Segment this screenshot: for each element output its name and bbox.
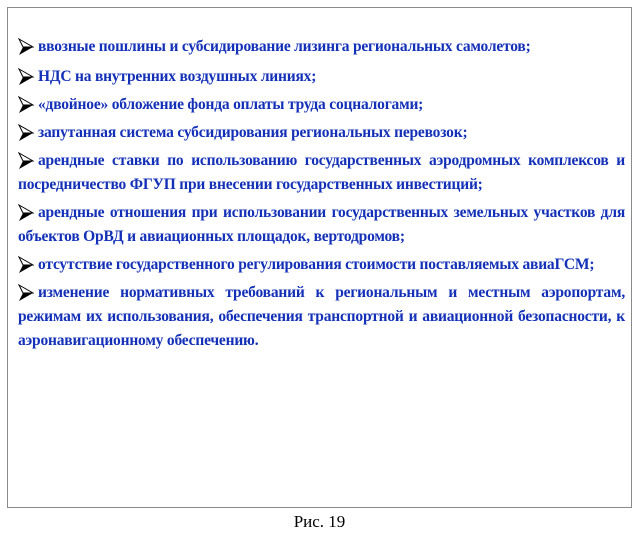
arrow-bullet-icon (18, 124, 34, 142)
arrow-bullet-icon (18, 152, 34, 170)
arrow-bullet-icon (18, 204, 34, 222)
list-item (18, 35, 625, 59)
list-item (18, 121, 625, 145)
list-item-text: отсутствие государственного регулирования стоимости поставляемых авиаГСМ; (38, 256, 595, 273)
list-item-text: изменение нормативных требований к региональным и местным аэропортам, режимам их использования, обеспечения транспортной и авиационной безопасности, к аэронавигационному обеспечению. (18, 284, 625, 349)
list-item (18, 281, 625, 353)
list-item-text: НДС на внутренних воздушных линиях; (38, 68, 317, 85)
arrow-bullet-icon (18, 38, 34, 56)
bullet-list (18, 35, 625, 357)
arrow-bullet-icon (18, 284, 34, 302)
arrow-bullet-icon (18, 68, 34, 86)
arrow-bullet-icon (18, 256, 34, 274)
list-item (18, 253, 625, 277)
figure-caption: Рис. 19 (293, 512, 346, 531)
list-item (18, 93, 625, 117)
list-item-text: запутанная система субсидирования региональных перевозок; (38, 124, 468, 141)
list-item (18, 65, 625, 89)
list-item-text: «двойное» обложение фонда оплаты труда соцналогами; (38, 96, 424, 113)
list-item-text: арендные ставки по использованию государственных аэродромных комплексов и посредничество ФГУП при внесении государственных инвестиций; (18, 152, 625, 193)
figure-frame (7, 7, 632, 508)
list-item-text: ввозные пошлины и субсидирование лизинга региональных самолетов; (38, 38, 531, 55)
arrow-bullet-icon (18, 96, 34, 114)
list-item (18, 149, 625, 197)
list-item (18, 201, 625, 249)
list-item-text: арендные отношения при использовании государственных земельных участков для объектов ОрВД и авиационных площадок, вертодромов; (18, 204, 625, 245)
